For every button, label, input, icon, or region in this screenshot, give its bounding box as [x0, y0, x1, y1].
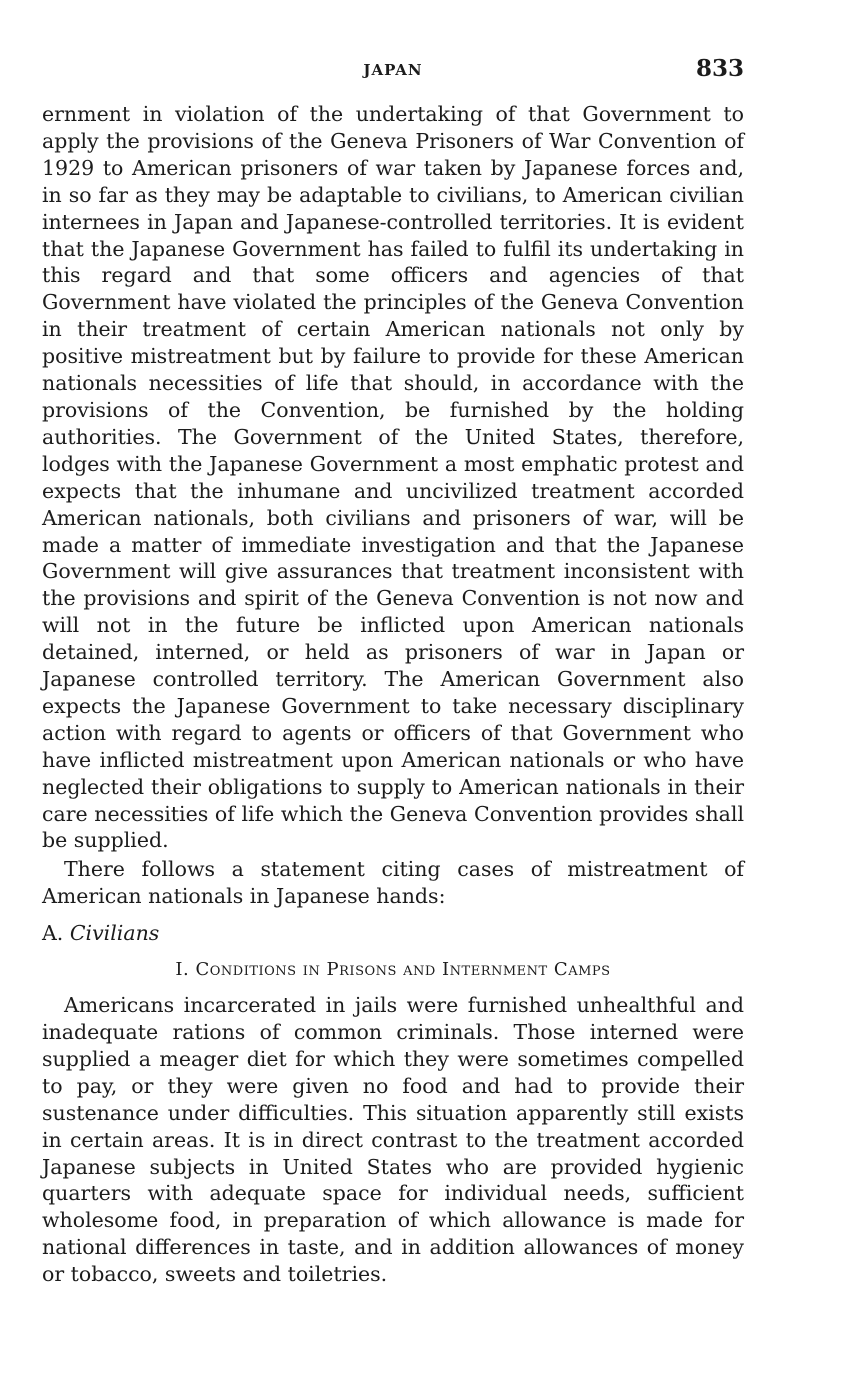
running-title: JAPAN [363, 61, 423, 79]
body-paragraph-1: ernment in violation of the undertaking of that Government to apply the provisions of the Geneva Prisoners of War Convention of 1929 to American prisoners of war taken by Japanese forces and, in so far as they may be adaptable to civilians, to American civilian internees in Japan and Japanese-controlled territories. It is evident that the Japanese Government has failed to fulfil its undertaking in this regard and that some officers and agencies of that Government have violated the principles of the Geneva Convention in their treatment of certain American nationals not only by positive mistreatment but by failure to provide for these American nationals necessities of life that should, in accordance with the provisions of the Convention, be furnished by the holding authorities. The Government of the United States, therefore, lodges with the Japanese Government a most emphatic protest and expects that the inhumane and uncivilized treatment accorded American nationals, both civilians and prisoners of war, will be made a matter of immediate investigation and that the Japanese Government will give assurances that treatment inconsistent with the provisions and spirit of the Geneva Convention is not now and will not in the future be inflicted upon American nationals detained, interned, or held as prisoners of war in Japan or Japanese controlled territory. The American Government also expects the Japanese Government to take necessary disciplinary action with regard to agents or officers of that Government who have inflicted mistreatment upon American nationals or who have neglected their obligations to supply to American nationals in their care necessities of life which the Geneva Convention provides shall be supplied. [42, 102, 744, 853]
section-heading [42, 920, 744, 947]
body-paragraph-2: There follows a statement citing cases of mistreatment of American nationals in Japanese hands: [42, 857, 744, 909]
section-title: Civilians [69, 921, 160, 946]
body-paragraph-3: Americans incarcerated in jails were furnished unhealthful and inadequate rations of common criminals. Those interned were supplied a meager diet for which they were sometimes compelled to pay, or they were given no food and had to provide their sustenance under difficulties. This situation apparently still exists in certain areas. It is in direct contrast to the treatment accorded Japanese subjects in United States who are provided hygienic quarters with adequate space for individual needs, sufficient wholesome food, in preparation of which allowance is made for national differences in taste, and in addition allowances of money or tobacco, sweets and toiletries. [42, 993, 744, 1287]
section-label: A. [42, 921, 64, 946]
subheading: I. Conditions in Prisons and Internment Camps [175, 959, 611, 981]
running-header [42, 55, 744, 87]
document-page [42, 55, 744, 1288]
page-number: 833 [695, 55, 744, 82]
